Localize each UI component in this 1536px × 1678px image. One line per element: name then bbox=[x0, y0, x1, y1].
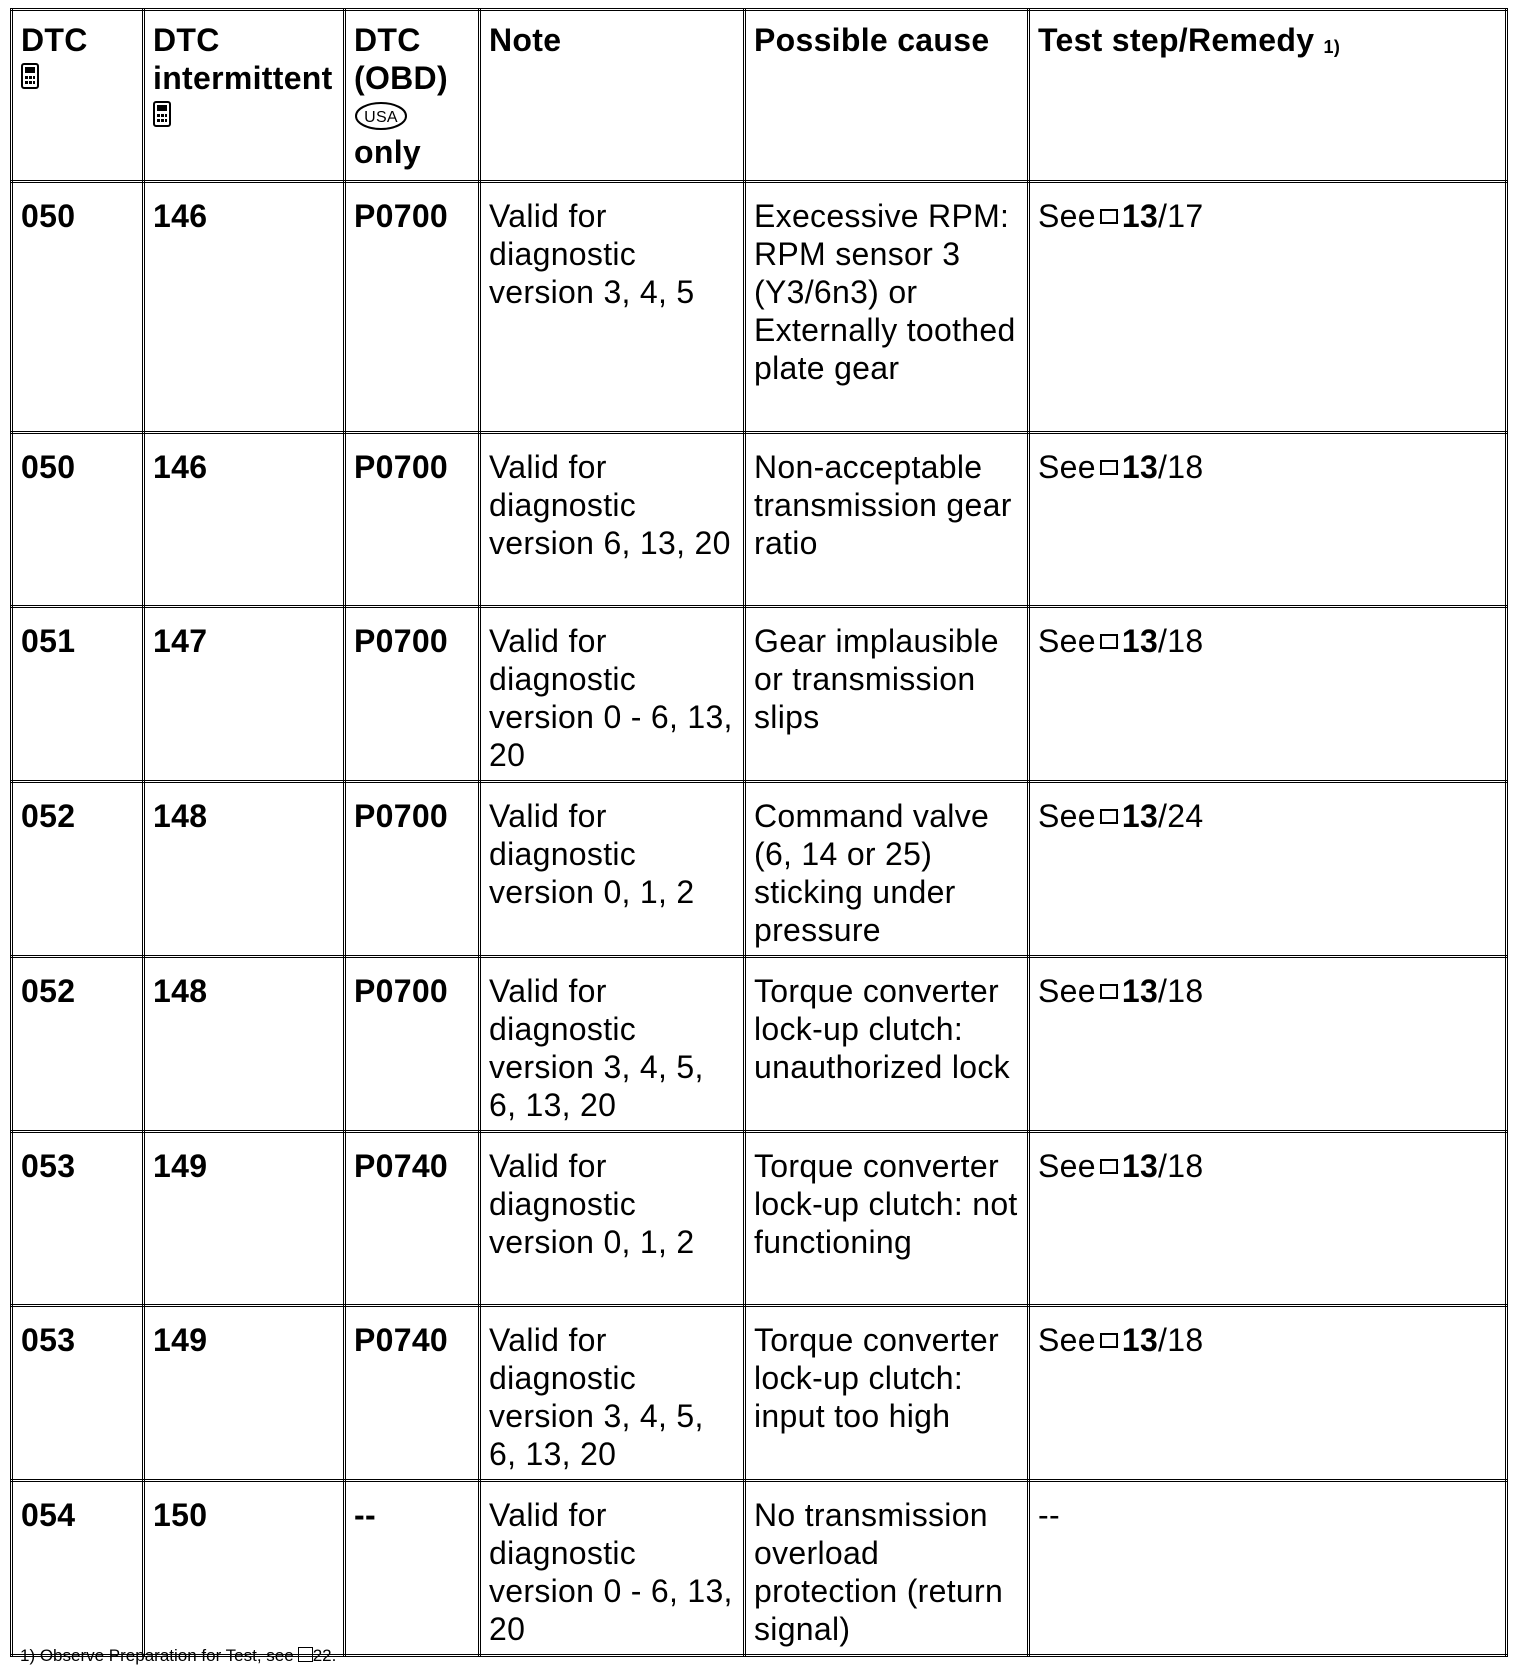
footnote bbox=[20, 1646, 336, 1666]
table-row bbox=[12, 433, 1507, 607]
remedy-ref-page[interactable]: /17 bbox=[1158, 198, 1204, 234]
dtc-intermittent-code: 149 bbox=[144, 1306, 345, 1481]
remedy-ref-page[interactable]: /18 bbox=[1158, 449, 1204, 485]
remedy-see: See bbox=[1038, 198, 1096, 234]
header-dtc-obd bbox=[345, 10, 480, 182]
header-dtc-obd-label: DTC (OBD) bbox=[354, 22, 448, 96]
note-cell: Valid for diagnostic version 0 - 6, 13, 20 bbox=[480, 607, 745, 782]
remedy-see: See bbox=[1038, 1148, 1096, 1184]
note-cell: Valid for diagnostic version 3, 4, 5, 6, 13, 20 bbox=[480, 957, 745, 1132]
table-row bbox=[12, 182, 1507, 433]
dtc-table bbox=[10, 8, 1508, 1657]
dtc-intermittent-code: 148 bbox=[144, 957, 345, 1132]
footnote-text: 1) Observe Preparation for Test, see bbox=[20, 1646, 294, 1665]
usa-badge-text: USA bbox=[364, 109, 398, 126]
cause-cell: Command valve (6, 14 or 25) sticking under pressure bbox=[745, 782, 1029, 957]
remedy-see: See bbox=[1038, 973, 1096, 1009]
obd-code: P0740 bbox=[345, 1306, 480, 1481]
remedy-ref-page[interactable]: /24 bbox=[1158, 798, 1204, 834]
header-note-label: Note bbox=[489, 22, 562, 58]
header-cause-label: Possible cause bbox=[754, 22, 990, 58]
remedy-ref-page[interactable]: /18 bbox=[1158, 973, 1204, 1009]
cause-cell: Non-acceptable transmission gear ratio bbox=[745, 433, 1029, 607]
remedy-cell bbox=[1029, 182, 1507, 433]
header-row bbox=[12, 10, 1507, 182]
note-cell: Valid for diagnostic version 0 - 6, 13, 20 bbox=[480, 1481, 745, 1656]
remedy-ref-page[interactable]: /18 bbox=[1158, 623, 1204, 659]
page-ref-icon bbox=[1100, 634, 1118, 649]
header-note bbox=[480, 10, 745, 182]
table-row bbox=[12, 782, 1507, 957]
cause-cell: Torque converter lock-up clutch: input too high bbox=[745, 1306, 1029, 1481]
remedy-ref-page[interactable]: /18 bbox=[1158, 1148, 1204, 1184]
obd-code: -- bbox=[345, 1481, 480, 1656]
remedy-ref-chapter[interactable]: 13 bbox=[1121, 1322, 1159, 1358]
header-remedy-label: Test step/Remedy bbox=[1038, 22, 1315, 58]
dtc-code: 050 bbox=[12, 182, 144, 433]
dtc-table-body bbox=[12, 182, 1507, 1656]
header-remedy-footnote-mark: 1) bbox=[1323, 37, 1341, 57]
dtc-intermittent-code: 149 bbox=[144, 1132, 345, 1306]
header-dtc-intermittent-label: DTC intermittent bbox=[153, 22, 333, 96]
page-ref-icon bbox=[1100, 1333, 1118, 1348]
remedy-cell bbox=[1029, 957, 1507, 1132]
remedy-cell bbox=[1029, 1306, 1507, 1481]
page-ref-icon bbox=[1100, 809, 1118, 824]
header-dtc-intermittent bbox=[144, 10, 345, 182]
obd-code: P0700 bbox=[345, 607, 480, 782]
remedy-ref-chapter[interactable]: 13 bbox=[1121, 973, 1159, 1009]
dtc-code: 050 bbox=[12, 433, 144, 607]
header-obd-only: only bbox=[354, 134, 421, 170]
remedy-cell bbox=[1029, 607, 1507, 782]
scan-tool-icon bbox=[153, 101, 171, 127]
note-cell: Valid for diagnostic version 6, 13, 20 bbox=[480, 433, 745, 607]
usa-badge-icon bbox=[354, 101, 408, 131]
cause-cell: Gear implausible or transmission slips bbox=[745, 607, 1029, 782]
page-ref-icon bbox=[1100, 984, 1118, 999]
obd-code: P0700 bbox=[345, 182, 480, 433]
header-cause bbox=[745, 10, 1029, 182]
footnote-ref: 22. bbox=[312, 1646, 337, 1665]
page-ref-icon bbox=[1100, 1159, 1118, 1174]
obd-code: P0700 bbox=[345, 957, 480, 1132]
dtc-code: 052 bbox=[12, 957, 144, 1132]
header-dtc-label: DTC bbox=[21, 22, 88, 58]
cause-cell: Torque converter lock-up clutch: not functioning bbox=[745, 1132, 1029, 1306]
remedy-ref-chapter[interactable]: 13 bbox=[1121, 798, 1159, 834]
remedy-ref-page[interactable]: /18 bbox=[1158, 1322, 1204, 1358]
dtc-intermittent-code: 150 bbox=[144, 1481, 345, 1656]
header-dtc bbox=[12, 10, 144, 182]
remedy-ref-chapter[interactable]: 13 bbox=[1121, 449, 1159, 485]
note-cell: Valid for diagnostic version 3, 4, 5, 6, 13, 20 bbox=[480, 1306, 745, 1481]
remedy-cell bbox=[1029, 433, 1507, 607]
obd-code: P0740 bbox=[345, 1132, 480, 1306]
remedy-see: See bbox=[1038, 1322, 1096, 1358]
obd-code: P0700 bbox=[345, 433, 480, 607]
remedy-see: -- bbox=[1038, 1497, 1060, 1533]
dtc-code: 052 bbox=[12, 782, 144, 957]
page-ref-icon bbox=[298, 1647, 313, 1662]
note-cell: Valid for diagnostic version 0, 1, 2 bbox=[480, 1132, 745, 1306]
remedy-see: See bbox=[1038, 798, 1096, 834]
remedy-cell bbox=[1029, 782, 1507, 957]
remedy-see: See bbox=[1038, 449, 1096, 485]
dtc-intermittent-code: 148 bbox=[144, 782, 345, 957]
cause-cell: Torque converter lock-up clutch: unauthorized lock bbox=[745, 957, 1029, 1132]
cause-cell: No transmission overload protection (return signal) bbox=[745, 1481, 1029, 1656]
dtc-code: 054 bbox=[12, 1481, 144, 1656]
remedy-cell bbox=[1029, 1481, 1507, 1656]
dtc-code: 053 bbox=[12, 1306, 144, 1481]
dtc-document bbox=[10, 8, 1505, 1657]
note-cell: Valid for diagnostic version 3, 4, 5 bbox=[480, 182, 745, 433]
page-ref-icon bbox=[1100, 460, 1118, 475]
note-cell: Valid for diagnostic version 0, 1, 2 bbox=[480, 782, 745, 957]
table-row bbox=[12, 957, 1507, 1132]
remedy-see: See bbox=[1038, 623, 1096, 659]
dtc-intermittent-code: 146 bbox=[144, 182, 345, 433]
dtc-intermittent-code: 146 bbox=[144, 433, 345, 607]
dtc-intermittent-code: 147 bbox=[144, 607, 345, 782]
cause-cell: Execessive RPM: RPM sensor 3 (Y3/6n3) or Externally toothed plate gear bbox=[745, 182, 1029, 433]
page-ref-icon bbox=[1100, 209, 1118, 224]
scan-tool-icon bbox=[21, 63, 39, 89]
table-row bbox=[12, 1481, 1507, 1656]
remedy-ref-chapter[interactable]: 13 bbox=[1121, 623, 1159, 659]
remedy-ref-chapter[interactable]: 13 bbox=[1121, 1148, 1159, 1184]
remedy-ref-chapter[interactable]: 13 bbox=[1121, 198, 1159, 234]
header-remedy bbox=[1029, 10, 1507, 182]
table-row bbox=[12, 1306, 1507, 1481]
remedy-cell bbox=[1029, 1132, 1507, 1306]
table-row bbox=[12, 607, 1507, 782]
table-row bbox=[12, 1132, 1507, 1306]
dtc-code: 053 bbox=[12, 1132, 144, 1306]
dtc-code: 051 bbox=[12, 607, 144, 782]
obd-code: P0700 bbox=[345, 782, 480, 957]
